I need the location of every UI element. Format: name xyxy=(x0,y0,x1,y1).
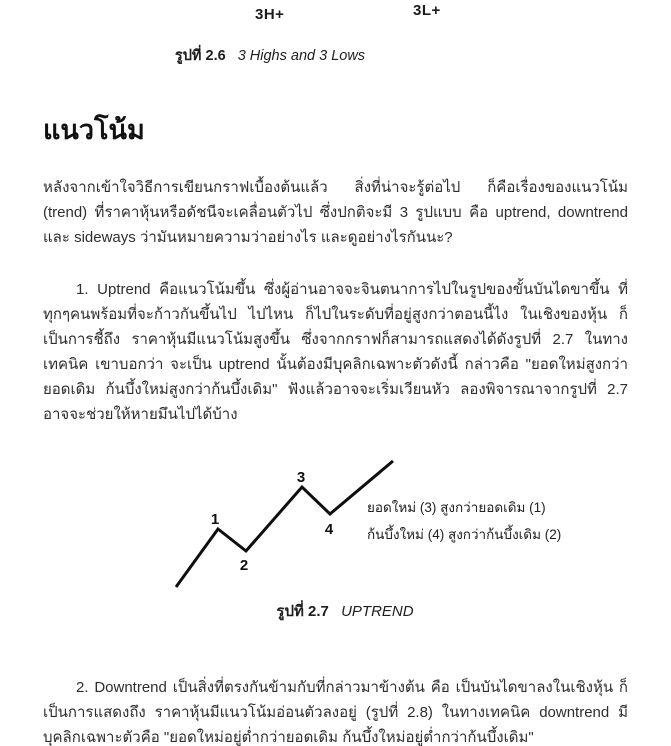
figure27-caption-number: รูปที่ 2.7 xyxy=(276,603,329,620)
figure26-caption-number: รูปที่ 2.6 xyxy=(174,48,226,64)
figure26-3l-label: 3L+ xyxy=(413,2,441,19)
figure26-caption-title: 3 Highs and 3 Lows xyxy=(237,48,366,64)
annotation-line-2: ก้นบึ้งใหม่ (4) สูงกว่าก้นบึ้งเดิม (2) xyxy=(367,527,562,542)
uptrend-line xyxy=(176,461,393,587)
annotation-line-1: ยอดใหม่ (3) สูงกว่ายอดเดิม (1) xyxy=(367,500,546,515)
figure27-caption xyxy=(200,599,490,623)
section-heading: แนวโน้ม xyxy=(43,115,145,145)
figure26-caption xyxy=(100,44,440,67)
uptrend-point-label-4: 4 xyxy=(324,521,334,538)
uptrend-point-label-1: 1 xyxy=(210,511,220,528)
uptrend-annotation xyxy=(367,494,561,548)
paragraph-downtrend: 2. Downtrend เป็นสิ่งที่ตรงกันข้ามกับที่กล่าวมาข้างต้น คือ เป็นบันไดขาลงในเชิงหุ้น ก็เป็นการแสดงถึง ราคาหุ้นมีแนวโน้มอ่อนตัวลงอยู่ (รูปที่ 2.8) ในทางเทคนิค downtrend มีบุคลิกเฉพาะตัวคือ "ยอดใหม่อยู่ต่ำกว่ายอดเดิม ก้นบึ้งใหม่อยู่ต่ำกว่าก้นบึ้งเดิม" xyxy=(43,679,628,746)
paragraph-uptrend: 1. Uptrend คือแนวโน้มขึ้น ซึ่งผู้อ่านอาจจะจินตนาการไปในรูปของขั้นบันไดขาขึ้น ที่ทุกๆคนพร้อมที่จะก้าวกันขึ้นไป ไปไหน ก็ไปในระดับที่อยู่สูงกว่าตอนนี้ไง ในเชิงของหุ้น ก็เป็นการชี้ถึง ราคาหุ้นมีแนวโน้มสูงขึ้น ซึ่งจากกราฟก็สามารถแสดงได้ดังรูปที่ 2.7 ในทางเทคนิค เขาบอกว่า จะเป็น uptrend นั้นต้องมีบุคลิกเฉพาะตัวดังนี้ กล่าวคือ "ยอดใหม่สูงกว่ายอดเดิม ก้นบึ้งใหม่สูงกว่าก้นบึ้งเดิม" ฟังแล้วอาจจะเริ่มเวียนหัว ลองพิจารณาจากรูปที่ 2.7 อาจจะช่วยให้หายมึนไปได้บ้าง xyxy=(43,281,628,423)
uptrend-point-label-2: 2 xyxy=(239,557,249,574)
paragraph-intro: หลังจากเข้าใจวิธีการเขียนกราฟเบื้องต้นแล้ว สิ่งที่น่าจะรู้ต่อไป ก็คือเรื่องของแนวโน้ม (trend) ที่ราคาหุ้นหรือดัชนีจะเคลื่อนตัวไป ซึ่งปกติจะมี 3 รูปแบบ คือ uptrend, downtrend และ sideways ว่ามันหมายความว่าอย่างไร และดูอย่างไรกันนะ? xyxy=(43,179,628,246)
figure26-3h-label: 3H+ xyxy=(255,6,285,23)
uptrend-point-label-3: 3 xyxy=(296,469,306,486)
figure27-caption-title: UPTREND xyxy=(341,603,414,620)
